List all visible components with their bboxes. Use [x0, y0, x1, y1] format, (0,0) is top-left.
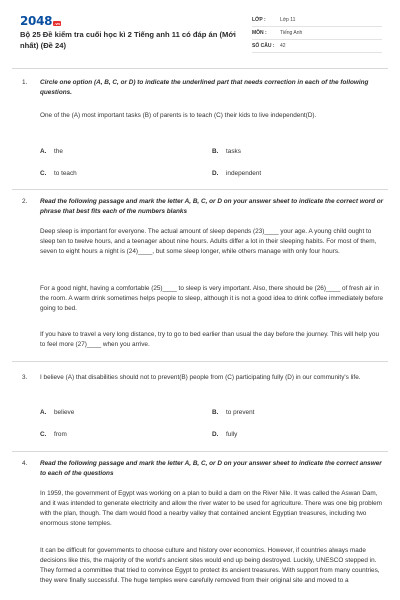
passage-paragraph: For a good night, having a comfortable (25)____ to sleep is very important. Also, there should be (26)____ of fresh air in the room. A warm drink sometimes helps people to sleep, although it is not a good idea to drink coffee immediately before going to bed. — [40, 285, 384, 312]
meta-label: SỐ CÂU : — [252, 43, 275, 49]
divider — [12, 189, 388, 190]
meta-value: 42 — [280, 43, 286, 49]
divider — [12, 361, 388, 362]
option-text: fully — [226, 431, 238, 438]
page-header — [20, 14, 382, 60]
site-logo[interactable] — [20, 14, 61, 28]
option-d[interactable] — [212, 431, 237, 438]
option-text: tasks — [226, 148, 241, 155]
option-letter: C. — [40, 170, 47, 177]
passage-paragraph: Deep sleep is important for everyone. The actual amount of sleep depends (23)____ your age. A young child ought to sleep ten to twelve hours, and a teenager about nine hours. Adults differ a lot in their sleeping habits. For most of them, seven to eight hours a night is (24)____, but some sleep longer, while others manage with only four hours. — [40, 228, 377, 255]
option-c[interactable] — [40, 170, 77, 177]
option-b[interactable] — [212, 148, 241, 155]
passage-paragraph: In 1959, the government of Egypt was working on a plan to build a dam on the River Nile. It was called the Aswan Dam, and it was intended to generate electricity and allow the river water to be used for agriculture. There was one big problem with the plan, though. The dam would flood a nearby valley that contained ancient Egyptian treasures, including two enormous stone temples. — [40, 490, 382, 527]
question-number: 1. — [22, 79, 28, 86]
meta-value: Tiếng Anh — [280, 30, 303, 36]
option-text: to teach — [54, 170, 77, 177]
option-b[interactable] — [212, 409, 254, 416]
passage-paragraph: If you have to travel a very long distance, try to go to bed earlier than usual the day before the journey. This will help you to feel more (27)____ when you arrive. — [40, 331, 380, 348]
option-a[interactable] — [40, 409, 74, 416]
option-letter: A. — [40, 409, 47, 416]
option-letter: A. — [40, 148, 47, 155]
option-letter: D. — [212, 431, 219, 438]
option-text: believe — [54, 409, 75, 416]
divider — [12, 68, 388, 69]
question-number: 3. — [22, 374, 28, 381]
meta-value: Lớp 11 — [280, 17, 296, 23]
option-text: independent — [226, 170, 262, 177]
option-letter: D. — [212, 170, 219, 177]
document-title: Bộ 25 Đề kiểm tra cuối học kì 2 Tiếng anh 11 có đáp án (Mới nhất) (Đề 24) — [20, 30, 236, 50]
option-letter: C. — [40, 431, 47, 438]
option-letter: B. — [212, 148, 219, 155]
meta-row-class — [252, 14, 382, 27]
option-c[interactable] — [40, 431, 67, 438]
option-a[interactable] — [40, 148, 63, 155]
question-text: I believe (A) that disabilities should not to prevent(B) people from (C) participating fully (D) in our community's life. — [40, 374, 361, 381]
question-instruction: Circle one option (A, B, C, or D) to indicate the underlined part that needs correction in each of the following questions. — [40, 79, 369, 96]
meta-label: LỚP : — [252, 17, 266, 23]
question-instruction: Read the following passage and mark the letter A, B, C, or D on your answer sheet to indicate the correct word or phrase that best fits each of the numbers blanks — [40, 198, 384, 215]
meta-row-count — [252, 40, 382, 53]
option-text: from — [54, 431, 67, 438]
option-text: the — [54, 148, 63, 155]
meta-row-subject — [252, 27, 382, 40]
meta-label: MÔN : — [252, 30, 267, 36]
option-d[interactable] — [212, 170, 261, 177]
passage-paragraph: It can be difficult for governments to choose culture and history over economics. However, if countries always made decisions like this, the majority of the world's ancient sites would end up being destroyed. Luckily, UNESCO stepped in. They formed a committee that tried to convince Egypt to protect its ancient treasures. With support from many countries, they were finally successful. The huge temples were carefully removed from their original site and moved to a — [40, 547, 380, 584]
meta-table — [252, 14, 382, 53]
divider — [12, 451, 388, 452]
option-letter: B. — [212, 409, 219, 416]
question-instruction: Read the following passage and mark the letter A, B, C, or D on your answer sheet to indicate the correct answer to each of the questions — [40, 460, 382, 477]
logo-number: 2048 — [20, 14, 53, 28]
logo-suffix: .vn — [54, 20, 60, 26]
question-number: 2. — [22, 198, 28, 205]
option-text: to prevent — [226, 409, 255, 416]
question-number: 4. — [22, 460, 28, 467]
question-text: One of the (A) most important tasks (B) of parents is to teach (C) their kids to live independent(D). — [40, 112, 317, 119]
